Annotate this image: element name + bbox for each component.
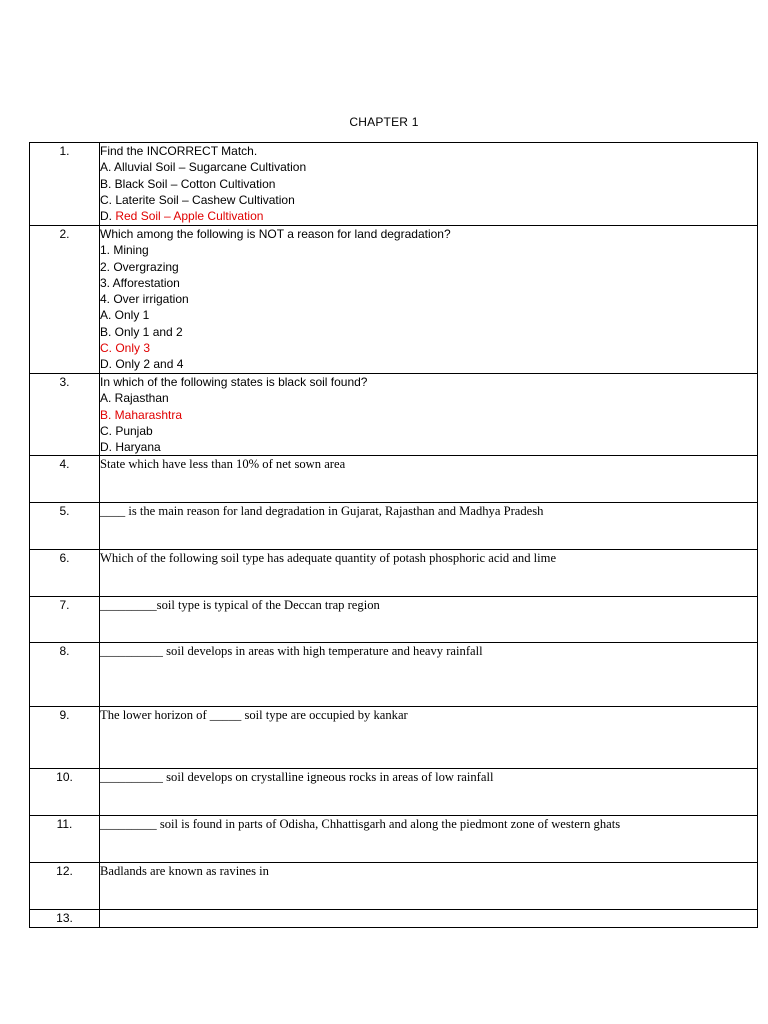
question-number: 6. xyxy=(30,550,100,597)
question-text: State which have less than 10% of net sown area xyxy=(100,456,758,503)
correct-answer-highlight: Red Soil – Apple Cultivation xyxy=(115,209,264,224)
question-number: 2. xyxy=(30,226,100,374)
question-row-10 xyxy=(30,769,758,816)
question-cell xyxy=(100,143,758,226)
question-text xyxy=(100,910,758,927)
option-d xyxy=(100,208,757,224)
question-row-8 xyxy=(30,643,758,707)
question-number: 9. xyxy=(30,707,100,769)
question-text: __________ soil develops on crystalline igneous rocks in areas of low rainfall xyxy=(100,769,758,816)
question-number: 7. xyxy=(30,597,100,643)
option-c: C. Punjab xyxy=(100,423,153,438)
question-row-9 xyxy=(30,707,758,769)
option-a: A. Rajasthan xyxy=(100,391,169,406)
option-c: C. Laterite Soil – Cashew Cultivation xyxy=(100,192,295,207)
statement-4: 4. Over irrigation xyxy=(100,292,189,307)
question-row-12 xyxy=(30,863,758,910)
question-table xyxy=(29,142,758,928)
question-text: Which among the following is NOT a reason for land degradation? xyxy=(100,227,451,241)
option-a: A. Only 1 xyxy=(100,308,150,323)
option-d: D. Only 2 and 4 xyxy=(100,357,184,372)
option-a: A. Alluvial Soil – Sugarcane Cultivation xyxy=(100,160,307,175)
question-cell xyxy=(100,226,758,374)
question-text: Badlands are known as ravines in xyxy=(100,863,758,910)
statement-3: 3. Afforestation xyxy=(100,275,180,290)
question-row-2 xyxy=(30,226,758,374)
question-row-6 xyxy=(30,550,758,597)
option-c-correct-answer: C. Only 3 xyxy=(100,341,151,356)
question-row-13 xyxy=(30,910,758,927)
option-d: D. Haryana xyxy=(100,440,161,455)
question-text: __________ soil develops in areas with high temperature and heavy rainfall xyxy=(100,643,758,707)
question-row-3 xyxy=(30,374,758,456)
question-number: 11. xyxy=(30,816,100,863)
option-b: B. Black Soil – Cotton Cultivation xyxy=(100,176,276,191)
question-text: Which of the following soil type has adequate quantity of potash phosphoric acid and lime xyxy=(100,550,758,597)
statement-2: 2. Overgrazing xyxy=(100,259,179,274)
chapter-title: CHAPTER 1 xyxy=(349,115,419,129)
question-number: 10. xyxy=(30,769,100,816)
option-b-correct-answer: B. Maharashtra xyxy=(100,407,183,422)
question-text: The lower horizon of _____ soil type are occupied by kankar xyxy=(100,707,758,769)
question-number: 4. xyxy=(30,456,100,503)
option-b: B. Only 1 and 2 xyxy=(100,324,183,339)
question-row-1 xyxy=(30,143,758,226)
question-number: 1. xyxy=(30,143,100,226)
question-row-7 xyxy=(30,597,758,643)
option-letter: D. xyxy=(100,209,116,224)
question-text: ____ is the main reason for land degradation in Gujarat, Rajasthan and Madhya Pradesh xyxy=(100,503,758,550)
question-row-11 xyxy=(30,816,758,863)
question-number: 13. xyxy=(30,910,100,927)
question-row-4 xyxy=(30,456,758,503)
question-number: 12. xyxy=(30,863,100,910)
question-number: 5. xyxy=(30,503,100,550)
question-cell xyxy=(100,374,758,456)
question-number: 3. xyxy=(30,374,100,456)
statement-1: 1. Mining xyxy=(100,243,149,258)
question-text: In which of the following states is black soil found? xyxy=(100,375,368,389)
question-text: Find the INCORRECT Match. xyxy=(100,144,258,158)
question-text: _________ soil is found in parts of Odisha, Chhattisgarh and along the piedmont zone of western ghats xyxy=(100,816,758,863)
question-number: 8. xyxy=(30,643,100,707)
question-row-5 xyxy=(30,503,758,550)
question-text: _________soil type is typical of the Deccan trap region xyxy=(100,597,758,643)
